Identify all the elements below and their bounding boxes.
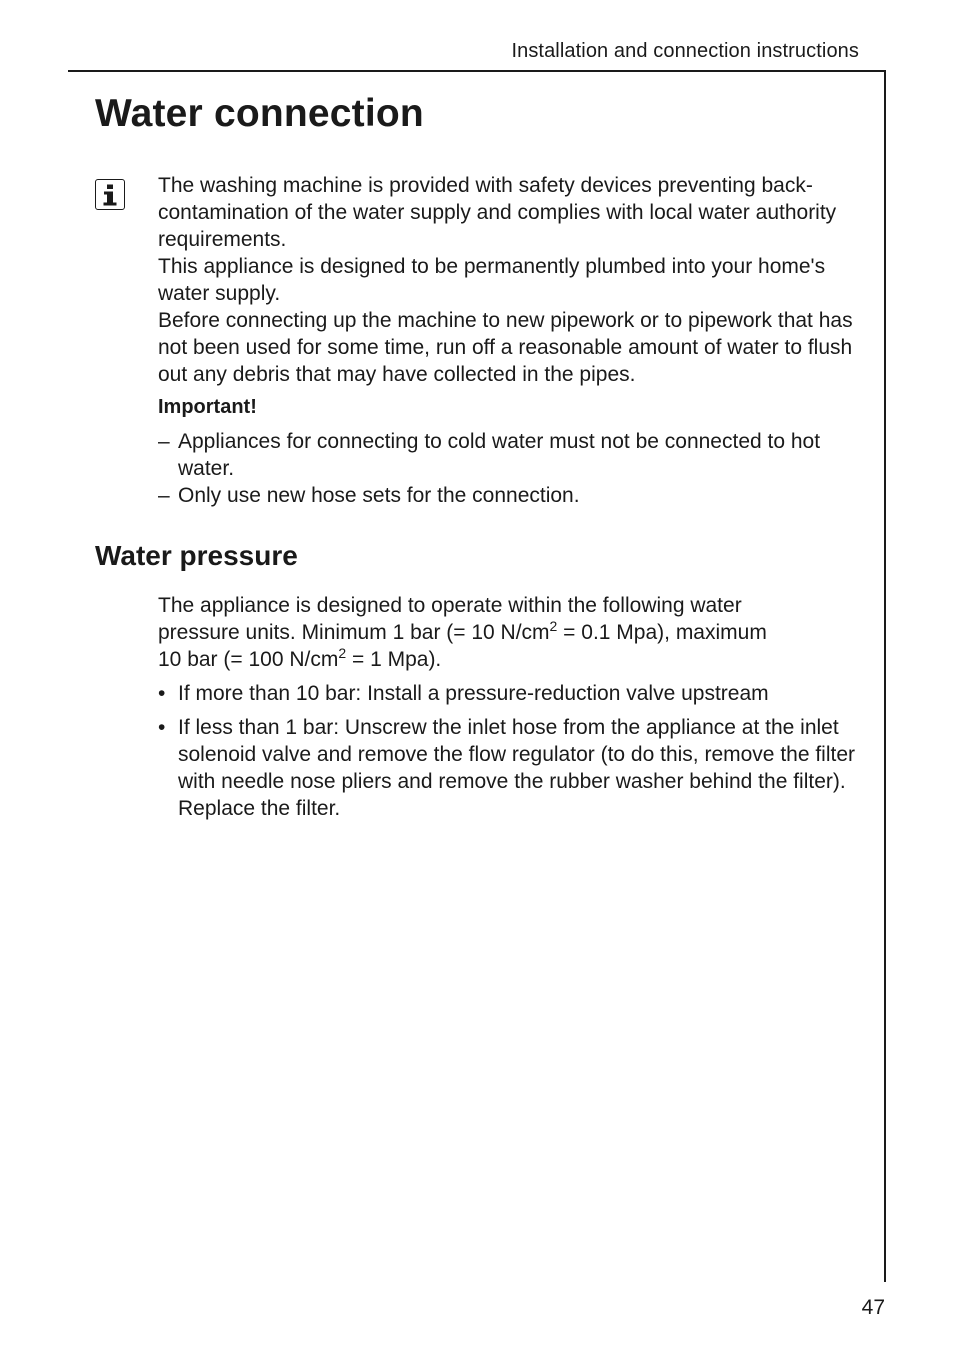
header-rule: [68, 70, 886, 72]
intro-paragraph: This appliance is designed to be permanently plumbed into your home's water supply.: [158, 255, 826, 305]
dash-list-item: [158, 428, 863, 482]
dash-list-item: [158, 482, 863, 509]
pressure-text-part: pressure units. Minimum 1 bar (= 10 N/cm: [158, 621, 550, 644]
section-heading: Water pressure: [95, 540, 298, 571]
page-number: 47: [861, 1296, 885, 1319]
margin-rule: [884, 70, 886, 1282]
important-label: Important!: [158, 396, 257, 418]
dash-marker: –: [158, 484, 170, 507]
pressure-text-part: 10 bar (= 100 N/cm: [158, 648, 339, 671]
pressure-text-part: = 0.1 Mpa), maximum: [557, 621, 767, 644]
bullet-item-text: If more than 10 bar: Install a pressure-reduction valve upstream: [178, 682, 769, 705]
dash-item-text: Appliances for connecting to cold water must not be connected to hot water.: [178, 430, 821, 480]
pressure-line: The appliance is designed to operate within the following water: [158, 594, 742, 617]
pressure-text: [158, 592, 863, 673]
intro-text: [158, 172, 863, 388]
bullet-marker: •: [158, 682, 166, 705]
pressure-line: [158, 619, 863, 646]
dash-item-text: Only use new hose sets for the connection.: [178, 484, 580, 507]
pressure-line: [158, 646, 863, 673]
bullet-list-item: [158, 680, 863, 707]
bullet-marker: •: [158, 716, 166, 739]
superscript: 2: [338, 645, 347, 661]
superscript: 2: [549, 618, 558, 634]
dash-marker: –: [158, 430, 170, 453]
pressure-text-part: = 1 Mpa).: [346, 648, 442, 671]
bullet-item-text: If less than 1 bar: Unscrew the inlet hose from the appliance at the inlet solenoid valve and remove the flow regulator (to do this, remove the filter with needle nose pliers and remove the rubber washer behind the filter). Replace the filter.: [178, 716, 856, 820]
running-header: Installation and connection instructions: [511, 40, 859, 62]
intro-paragraph: The washing machine is provided with safety devices preventing back-contamination of the water supply and complies with local water authority requirements.: [158, 174, 837, 251]
page-title: Water connection: [95, 92, 424, 135]
intro-paragraph: Before connecting up the machine to new pipework or to pipework that has not been used for some time, run off a reasonable amount of water to flush out any debris that may have collected in the pipes.: [158, 309, 853, 386]
info-icon: [95, 179, 125, 210]
bullet-list-item: [158, 714, 863, 822]
